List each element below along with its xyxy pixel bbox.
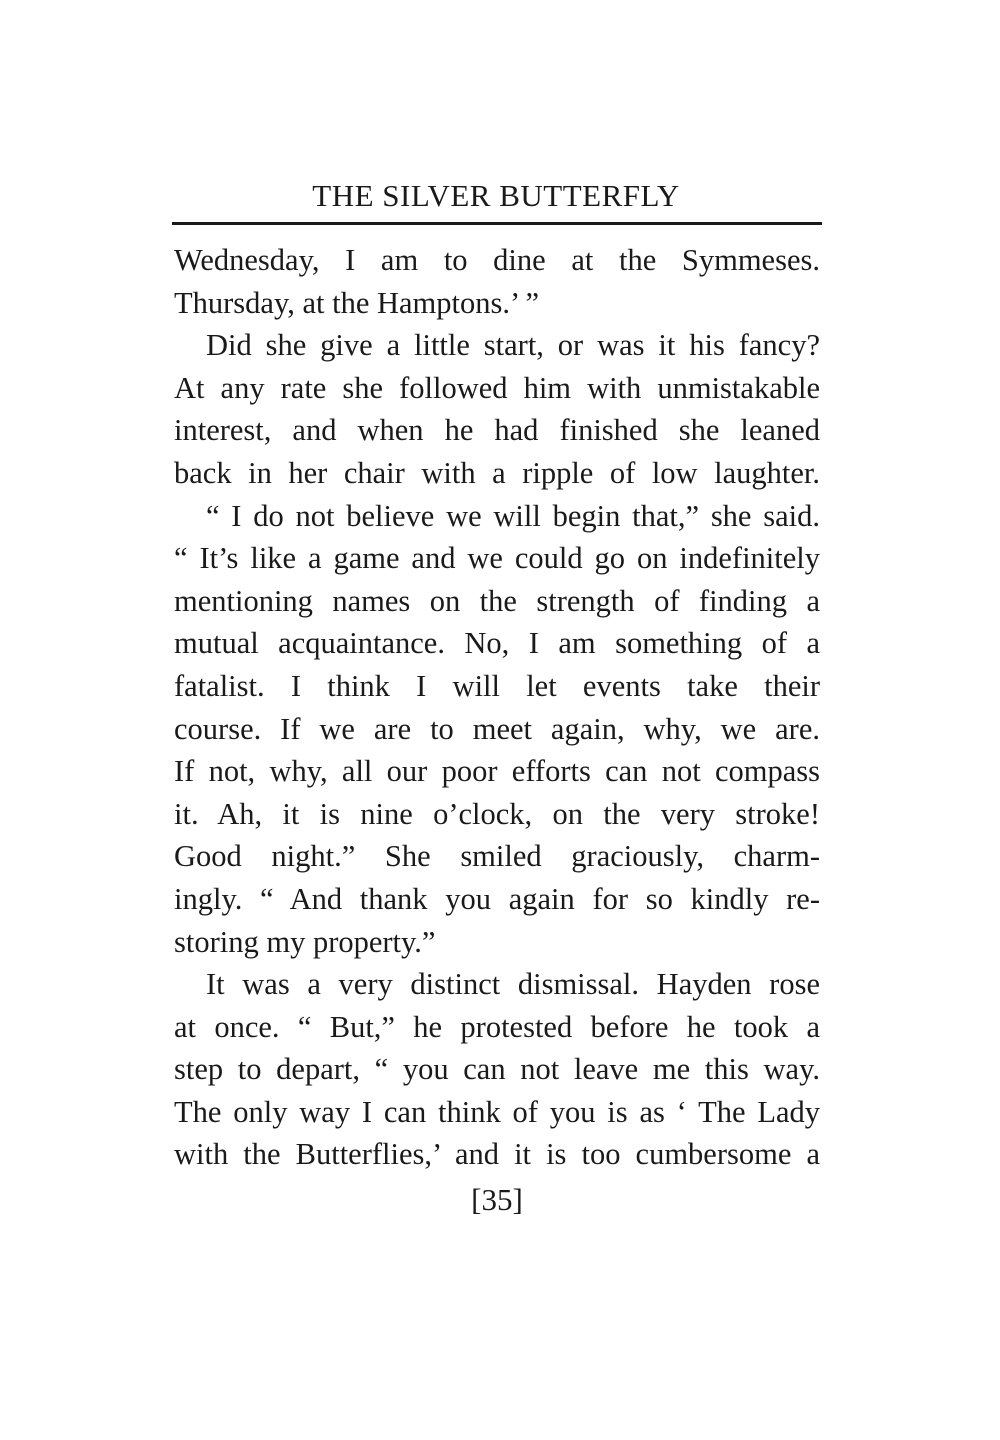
text-line: at once. “ But,” he protested before he took a [174, 1009, 820, 1044]
text-line: It was a very distinct dismissal. Hayden rose [206, 967, 820, 1002]
text-line: Did she give a little start, or was it his fancy? [206, 328, 820, 363]
text-line: ingly. “ And thank you again for so kindly re- [174, 881, 820, 916]
text-line: The only way I can think of you is as ‘ The Lady [174, 1094, 820, 1129]
text-line: step to depart, “ you can not leave me this way. [174, 1052, 820, 1087]
text-line: it. Ah, it is nine o’clock, on the very stroke! [174, 796, 820, 831]
text-line: back in her chair with a ripple of low laughter. [174, 455, 820, 490]
text-line: Wednesday, I am to dine at the Symmeses. [174, 243, 820, 277]
text-line: At any rate she followed him with unmistakable [174, 370, 820, 405]
text-line: mentioning names on the strength of finding a [174, 583, 820, 618]
text-line: “ I do not believe we will begin that,” she said. [206, 498, 820, 533]
text-line: fatalist. I think I will let events take their [174, 668, 820, 703]
text-line: “ It’s like a game and we could go on indefinitely [174, 541, 820, 576]
text-line: If not, why, all our poor efforts can not compass [174, 754, 820, 789]
text-line: interest, and when he had finished she leaned [174, 413, 820, 448]
page-number: [35] [471, 1182, 523, 1217]
text-line: course. If we are to meet again, why, we are. [174, 711, 820, 746]
text-line: Thursday, at the Hamptons.’ ” [174, 285, 540, 320]
body-text [174, 239, 820, 1176]
text-line: mutual acquaintance. No, I am something of a [174, 626, 820, 661]
text-line: storing my property.” [174, 924, 436, 959]
text-line: with the Butterflies,’ and it is too cumbersome a [174, 1137, 820, 1172]
running-head: THE SILVER BUTTERFLY [312, 178, 680, 213]
text-line: Good night.” She smiled graciously, charm- [174, 839, 820, 874]
header-rule [172, 222, 822, 225]
